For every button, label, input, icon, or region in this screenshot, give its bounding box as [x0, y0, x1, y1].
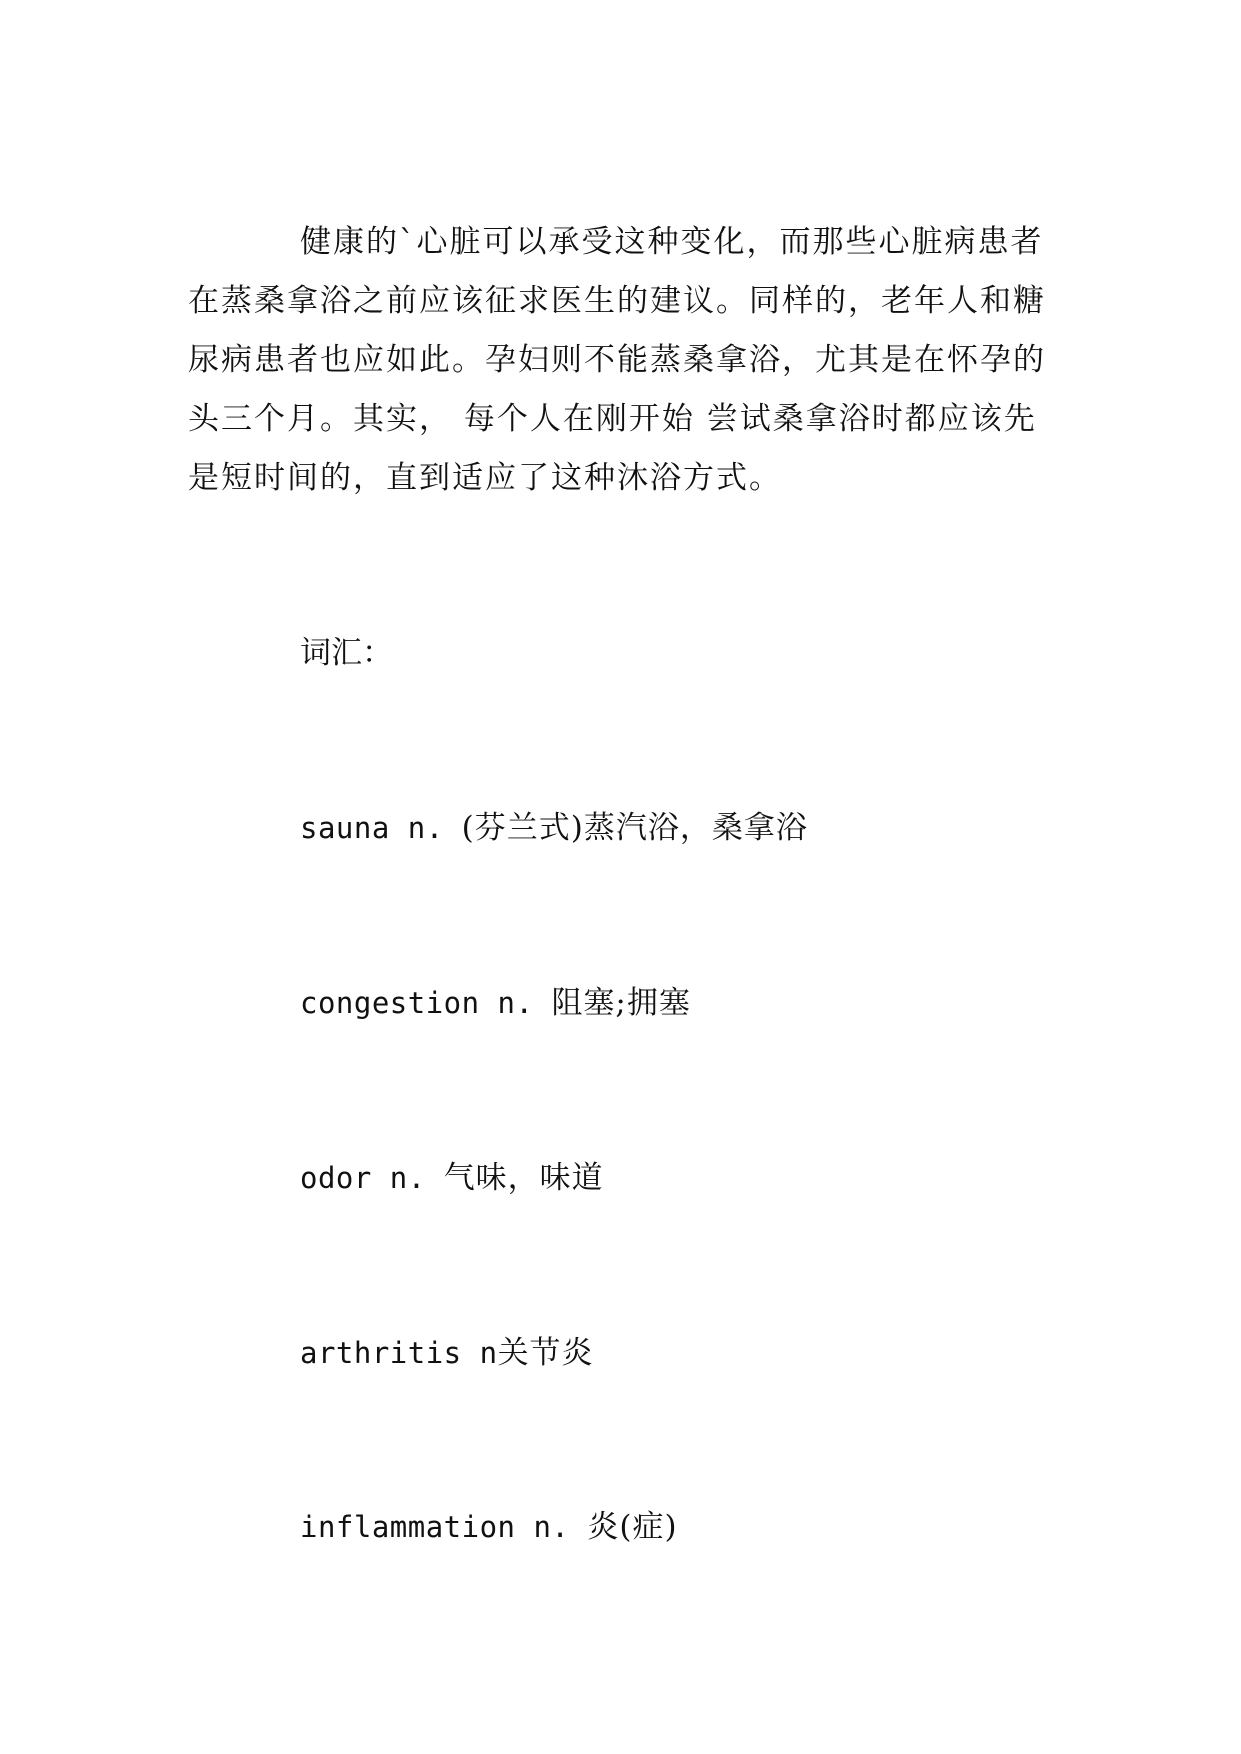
vocab-term: odor n. [300, 1161, 444, 1195]
vocab-term: arthritis n [300, 1336, 498, 1370]
vocab-definition: 阻塞;拥塞 [551, 985, 691, 1021]
vocab-entry-inflammation [300, 1507, 678, 1547]
vocab-definition: 气味，味道 [443, 1160, 604, 1196]
vocab-heading: 词汇： [300, 635, 393, 671]
vocab-term: sauna n. [300, 811, 462, 845]
vocab-entry-odor [300, 1158, 604, 1198]
vocab-definition: 关节炎 [497, 1335, 594, 1371]
vocab-definition: 炎(症) [587, 1509, 678, 1545]
paragraph-line-3: 尿病患者也应如此。孕妇则不能蒸桑拿浴，尤其是在怀孕的 [188, 342, 1046, 378]
paragraph-line-2: 在蒸桑拿浴之前应该征求医生的建议。同样的，老年人和糖 [188, 283, 1046, 319]
vocab-entry-sauna [300, 808, 808, 848]
paragraph-line-5: 是短时间的，直到适应了这种沐浴方式。 [188, 460, 782, 496]
vocab-entry-arthritis [300, 1333, 594, 1373]
paragraph-line-1: 健康的`心脏可以承受这种变化，而那些心脏病患者 [300, 224, 1044, 260]
vocab-entry-congestion [300, 983, 691, 1023]
vocab-term: inflammation n. [300, 1510, 588, 1544]
vocab-term: congestion n. [300, 986, 552, 1020]
paragraph-line-4: 头三个月。其实， 每个人在刚开始 尝试桑拿浴时都应该先 [188, 401, 1037, 437]
vocab-definition: (芬兰式)蒸汽浴，桑拿浴 [461, 810, 808, 846]
